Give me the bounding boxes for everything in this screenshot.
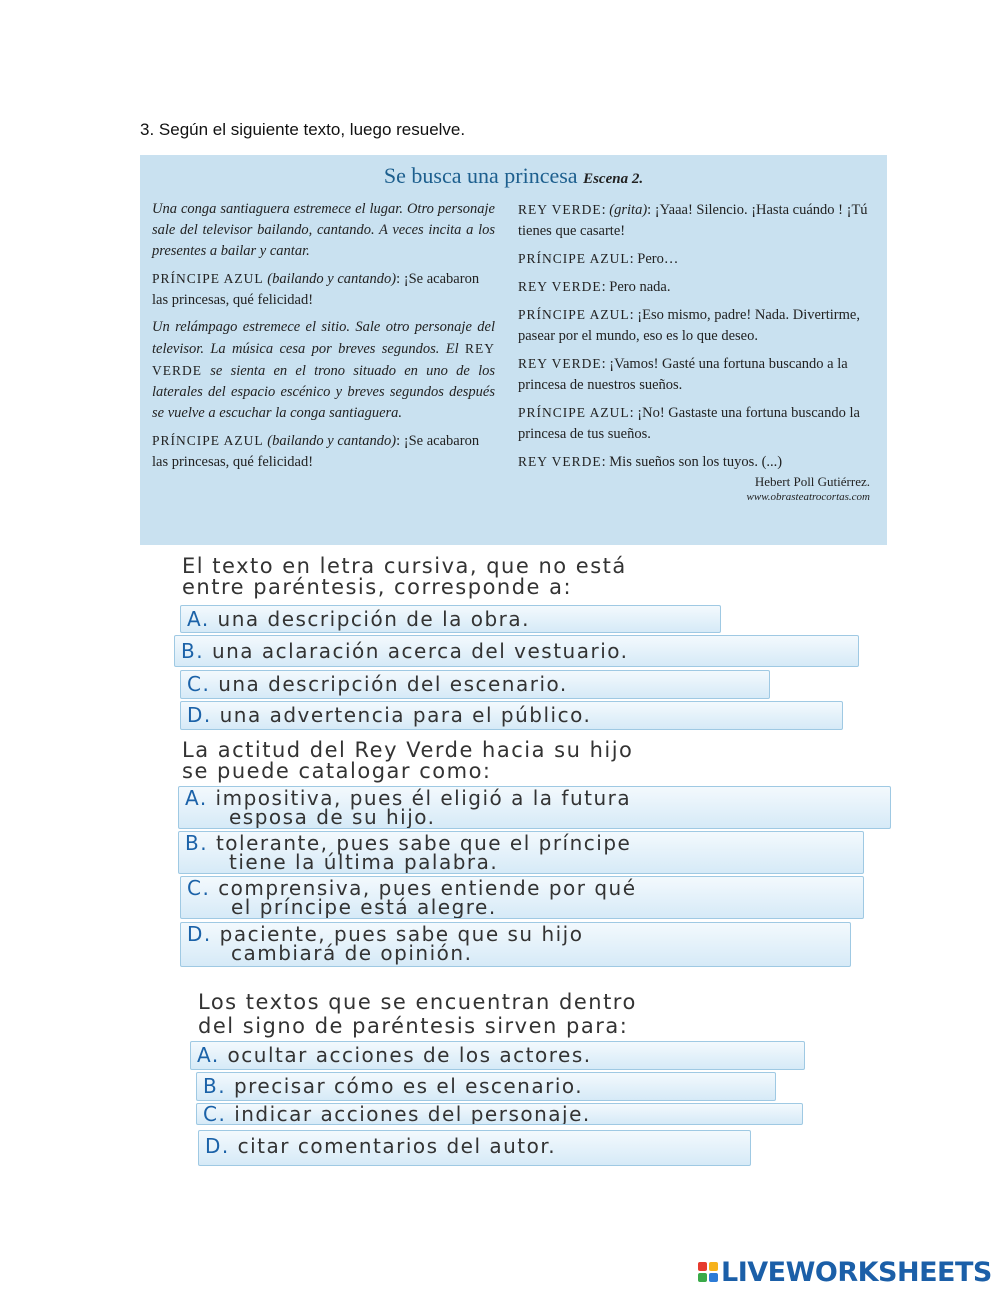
dialogue-line: [518, 451, 870, 473]
option-text: precisar cómo es el escenario.: [233, 1074, 584, 1098]
option-text: comprensiva, pues entiende por qué: [218, 876, 637, 900]
passage-title: [140, 163, 887, 189]
dialogue-line: [518, 353, 870, 396]
passage-right-column: [518, 199, 870, 504]
q1-option-c[interactable]: [180, 670, 770, 699]
prompt-line: se puede catalogar como:: [182, 759, 492, 783]
speaker-name: REY VERDE: [518, 279, 602, 294]
q3-option-b[interactable]: [196, 1072, 776, 1101]
prompt-line: entre paréntesis, corresponde a:: [182, 575, 573, 599]
option-letter: C.: [187, 876, 211, 900]
speaker-name: PRÍNCIPE AZUL: [152, 271, 264, 286]
option-text: citar comentarios del autor.: [237, 1134, 557, 1158]
dialogue-text: : ¡Eso mismo, padre! Nada. Divertirme, pasear por el mundo, eso es lo que deseo.: [518, 307, 860, 344]
q2-option-c[interactable]: [180, 876, 864, 919]
option-text: una advertencia para el público.: [219, 703, 592, 727]
dialogue-text: : ¡Vamos! Gasté una fortuna buscando a la princesa de nuestros sueños.: [518, 356, 848, 393]
q2-option-d[interactable]: [180, 922, 851, 967]
dialogue-text: : ¡Yaaa! Silencio. ¡Hasta cuándo ! ¡Tú tienes que casarte!: [518, 202, 868, 239]
liveworksheets-logo: [698, 1257, 992, 1287]
option-letter: C.: [187, 672, 211, 696]
dialogue-line: [152, 430, 495, 473]
speaker-name: PRÍNCIPE AZUL: [518, 307, 630, 322]
source-website: www.obrasteatrocortas.com: [746, 491, 870, 503]
option-letter: D.: [205, 1134, 230, 1158]
dialogue-text: : ¡No! Gastaste una fortuna buscando la princesa de tus sueños.: [518, 405, 860, 442]
passage-left-column: [152, 199, 495, 479]
option-letter: D.: [187, 703, 212, 727]
logo-mark-icon: [698, 1262, 718, 1282]
q1-option-a[interactable]: [180, 605, 721, 633]
speaker-name: REY VERDE: [518, 454, 602, 469]
question-3-prompt: [198, 990, 637, 1038]
q2-option-b[interactable]: [178, 831, 864, 874]
speaker-name: PRÍNCIPE AZUL: [518, 405, 630, 420]
option-text: una descripción de la obra.: [217, 607, 531, 631]
option-letter: A.: [185, 786, 208, 810]
aside: (bailando y cantando): [267, 433, 397, 449]
prompt-line: La actitud del Rey Verde hacia su hijo: [182, 738, 634, 762]
q2-option-a[interactable]: [178, 786, 891, 829]
prompt-line: del signo de paréntesis sirven para:: [198, 1014, 629, 1038]
reading-passage: [140, 155, 887, 545]
dialogue-line: [518, 304, 870, 347]
dialogue-line: [518, 402, 870, 445]
instruction-text: 3. Según el siguiente texto, luego resuelve.: [140, 120, 466, 139]
option-text: impositiva, pues él eligió a la futura: [215, 786, 632, 810]
option-letter: A.: [187, 607, 210, 631]
prompt-line: Los textos que se encuentran dentro: [198, 990, 637, 1014]
title-text: Se busca una princesa: [383, 163, 578, 188]
option-text: una descripción del escenario.: [218, 672, 568, 696]
logo-wordmark: LIVEWORKSHEETS: [721, 1256, 992, 1288]
speaker-name: PRÍNCIPE AZUL: [518, 251, 630, 266]
dialogue-line: [518, 248, 870, 270]
stage-direction: Una conga santiaguera estremece el lugar. Otro personaje sale del televisor bailando, cantando. A veces incita a los presentes a bailar y cantar.: [152, 201, 495, 259]
option-text: tolerante, pues sabe que el príncipe: [215, 831, 632, 855]
option-text: paciente, pues sabe que su hijo: [219, 922, 584, 946]
option-letter: C.: [203, 1103, 227, 1125]
option-text-line2: esposa de su hijo.: [229, 805, 436, 829]
q3-option-a[interactable]: [190, 1041, 805, 1070]
option-letter: B.: [203, 1074, 227, 1098]
option-text: una aclaración acerca del vestuario.: [211, 639, 629, 663]
dialogue-line: [518, 276, 870, 298]
q3-option-c[interactable]: [196, 1103, 803, 1125]
speaker-name: REY VERDE: [518, 202, 602, 217]
dialogue-line: [152, 268, 495, 311]
q1-option-d[interactable]: [180, 701, 843, 730]
option-text: indicar acciones del personaje.: [234, 1103, 591, 1125]
author-credit: Hebert Poll Gutiérrez.: [754, 474, 870, 489]
stage-direction: [152, 317, 495, 424]
speaker-name: REY VERDE: [518, 356, 602, 371]
option-text-line2: el príncipe está alegre.: [231, 895, 497, 919]
dialogue-text: : Pero nada.: [601, 279, 671, 295]
dialogue-text: : ¡Se acabaron las princesas, qué felicidad!: [152, 433, 480, 470]
q1-option-b[interactable]: [174, 635, 859, 667]
option-text-line2: tiene la última palabra.: [229, 850, 499, 874]
q3-option-d[interactable]: [198, 1130, 751, 1166]
aside: (grita): [609, 202, 648, 218]
question-1-prompt: [182, 556, 627, 598]
dialogue-line: REY VERDE: (grita): ¡Yaaa! Silencio. ¡Hasta cuándo ! ¡Tú tienes que casarte!: [518, 202, 868, 239]
direction-text: Un relámpago estremece el sitio. Sale otro personaje del televisor. La música cesa por breves segundos. El: [152, 319, 495, 357]
direction-text: se sienta en el trono situado en uno de los laterales del espacio escénico y breves segundos después se vuelve a escuchar la conga santiaguera.: [152, 363, 495, 421]
option-letter: A.: [197, 1043, 220, 1067]
speaker-name: REY VERDE: [152, 341, 495, 378]
scene-label: Escena 2.: [583, 171, 644, 187]
dialogue-text: : ¡Se acabaron las princesas, qué felicidad!: [152, 271, 480, 308]
prompt-line: El texto en letra cursiva, que no está: [182, 554, 627, 578]
option-text: ocultar acciones de los actores.: [227, 1043, 592, 1067]
option-letter: D.: [187, 922, 212, 946]
option-letter: B.: [185, 831, 209, 855]
option-letter: B.: [181, 639, 205, 663]
aside: (bailando y cantando): [267, 271, 397, 287]
speaker-name: PRÍNCIPE AZUL: [152, 433, 264, 448]
question-2-prompt: [182, 740, 633, 782]
dialogue-text: : Pero…: [629, 251, 679, 267]
dialogue-text: : Mis sueños son los tuyos. (...): [601, 454, 783, 470]
option-text-line2: cambiará de opinión.: [231, 941, 473, 965]
